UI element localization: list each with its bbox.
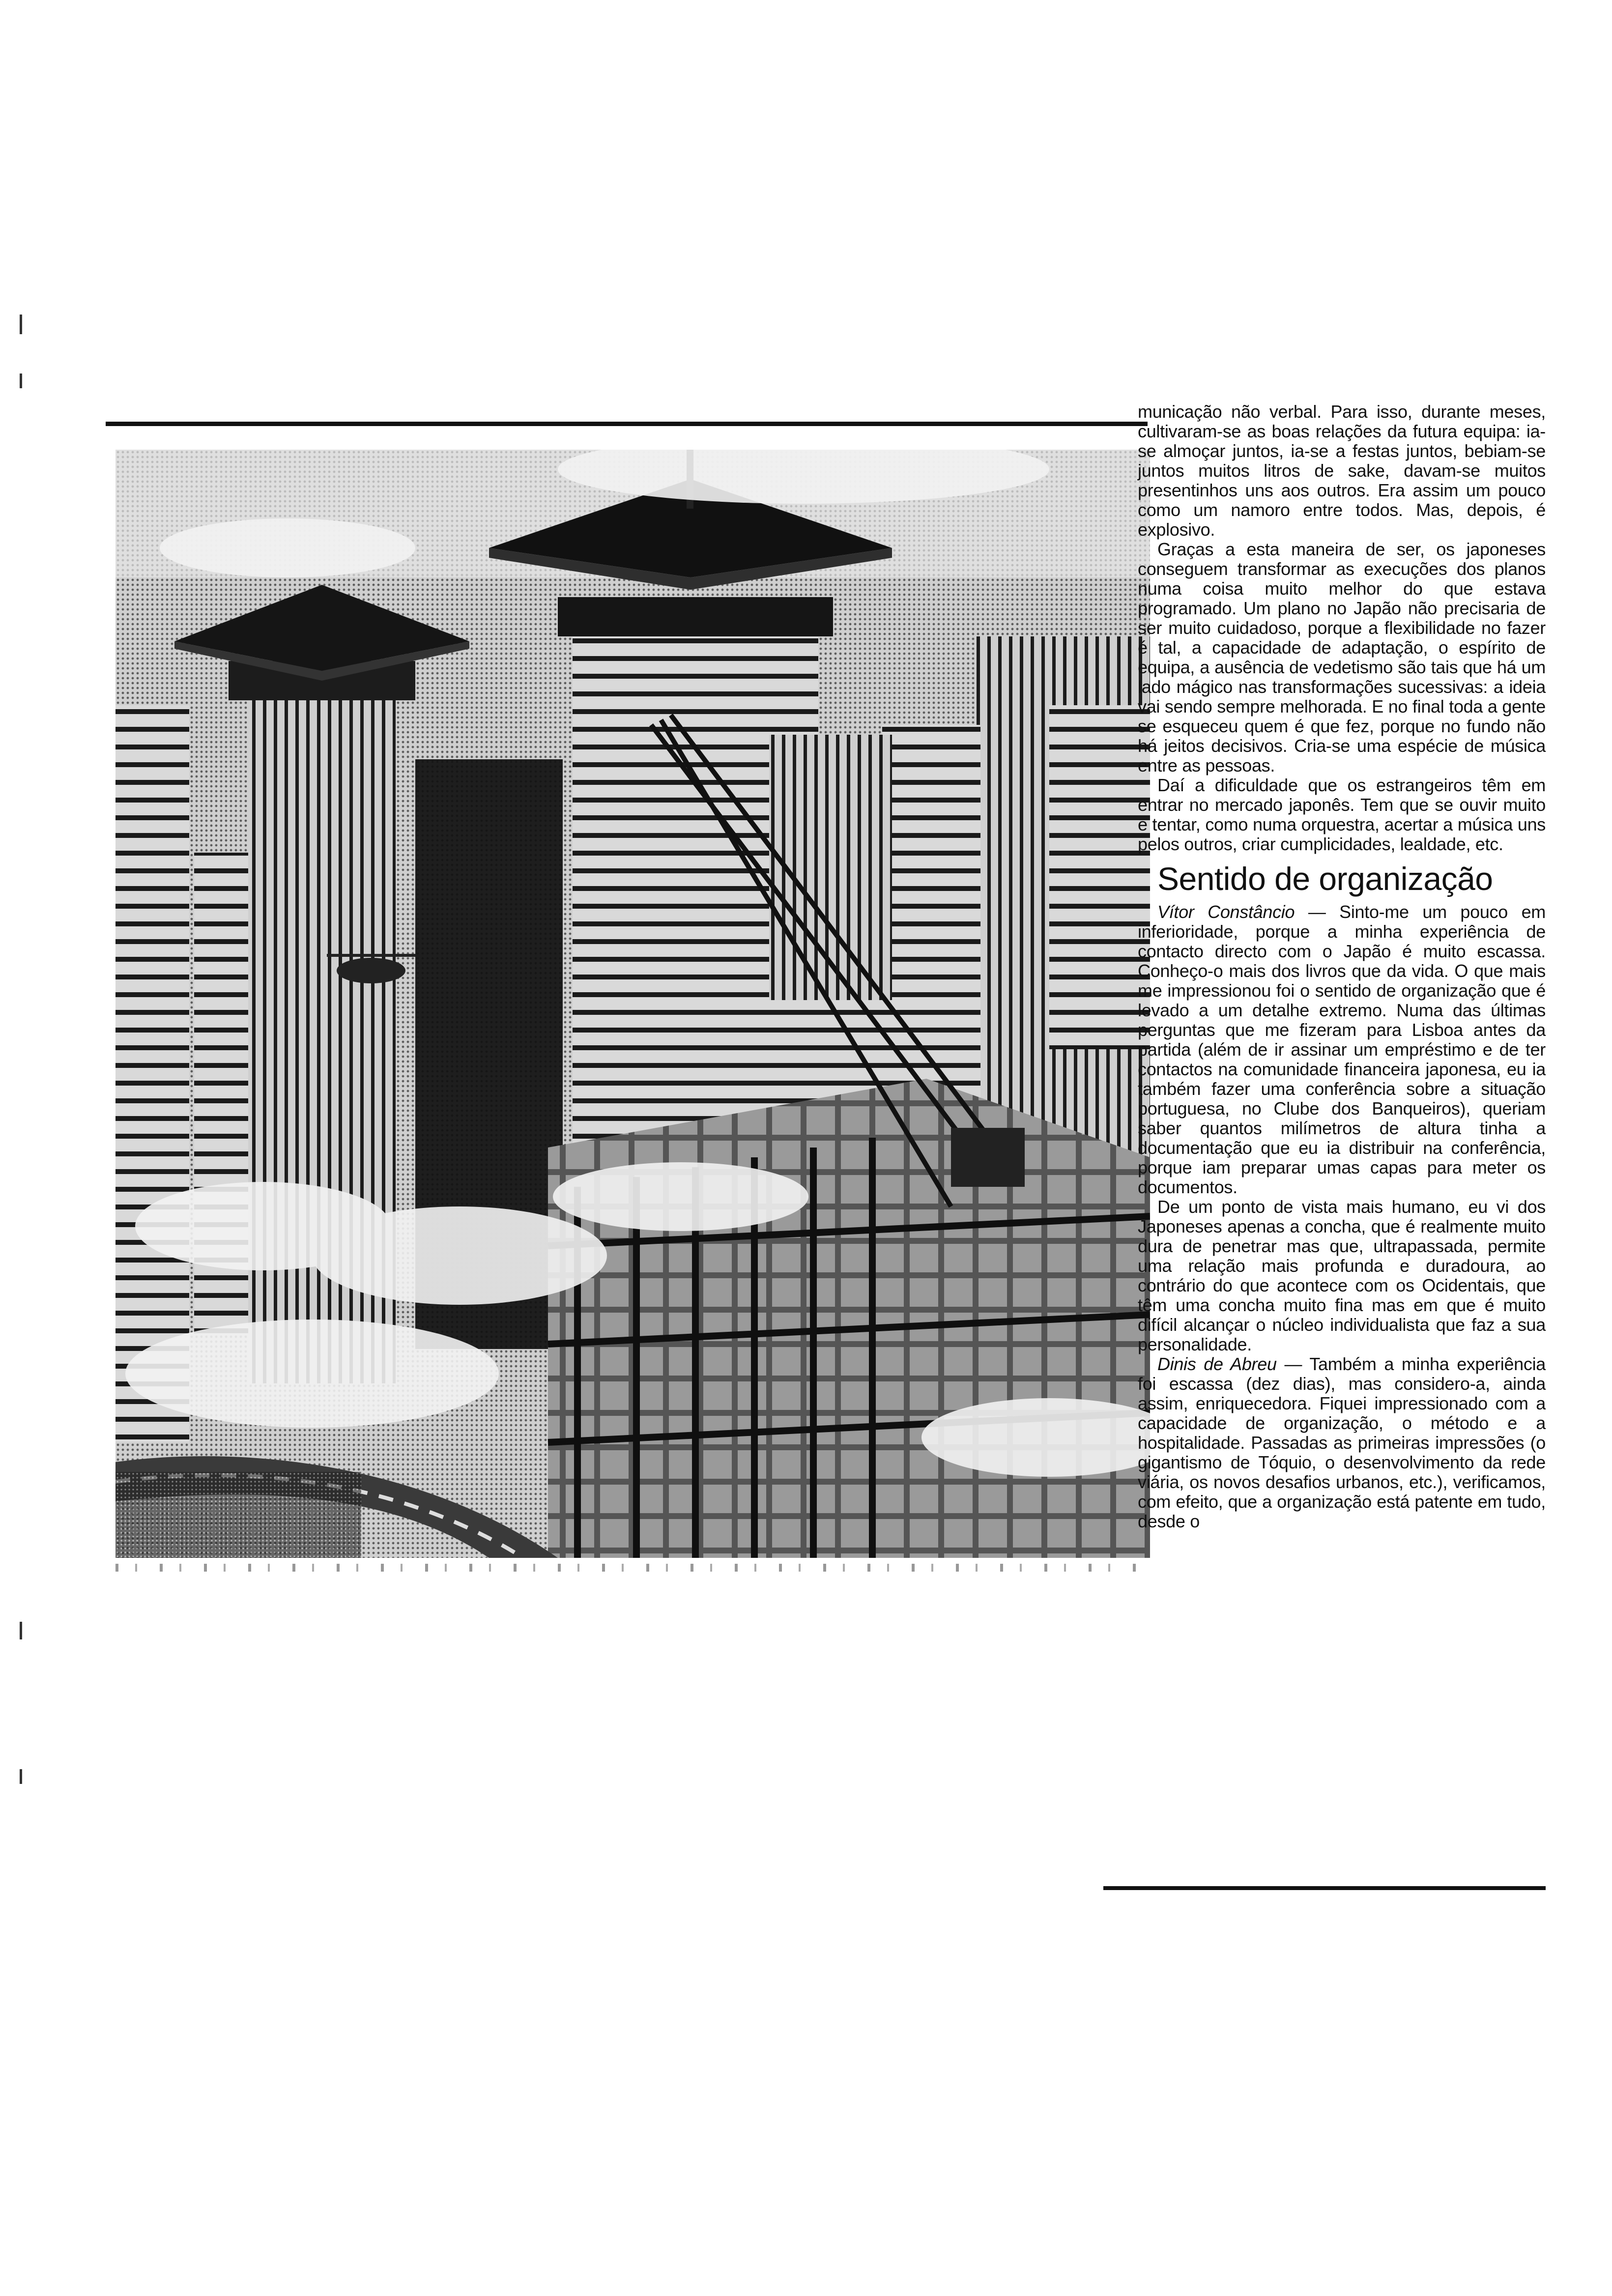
article-paragraph: Graças a esta maneira de ser, os japoneses conseguem transformar as execuções dos planos numa coisa muito melhor do que estava programado. Um plano no Japão não precisaria de ser muito cuidadoso, porque a flexibilidade no fazer é tal, a capacidade de adaptação, o espírito de equipa, a ausência de vedetismo são tais que há um lado mágico nas transformações sucessivas: a ideia vai sendo sempre melhorada. E no final toda a gente se esqueceu quem é que fez, porque no fundo não há jeitos decisivos. Cria-se uma espécie de música entre as pessoas. (1138, 539, 1546, 775)
article-photo (115, 450, 1150, 1558)
article-paragraph (1138, 1354, 1546, 1531)
speaker-name: Dinis de Abreu (1157, 1354, 1277, 1374)
bottom-rule (1103, 1886, 1546, 1890)
scan-margin-mark (20, 1769, 22, 1784)
photo-bottom-artifact (115, 1564, 1150, 1572)
article-column (1138, 402, 1546, 1531)
top-rule (106, 422, 1148, 426)
speaker-text: — Sinto-me um pouco em inferioridade, porque a minha experiência de contacto directo com o Japão é muito escassa. Conheço-o mais dos livros que da vida. O que mais me impressionou foi o sentido de organização que é levado a um detalhe extremo. Numa das últimas perguntas que me fizeram para Lisboa antes da partida (além de ir assinar um empréstimo e de ter contactos na comunidade financeira japonesa, eu ia também fazer uma conferência sobre a situação portuguesa, no Clube dos Banqueiros), queriam saber quantos milímetros de altura tinha a documentação que eu ia distribuir na conferência, porque iam preparar umas capas para meter os documentos. (1138, 902, 1546, 1197)
speaker-name: Vítor Constâncio (1157, 902, 1295, 922)
article-paragraph: De um ponto de vista mais humano, eu vi dos Japoneses apenas a concha, que é realmente muito dura de penetrar mas que, ultrapassada, permite uma relação mais profunda e duradoura, ao contrário do que acontece com os Ocidentais, que têm uma concha muito fina mas em que é muito difícil alcançar o núcleo individualista que faz a sua personalidade. (1138, 1197, 1546, 1354)
section-subheading: Sentido de organização (1157, 861, 1493, 897)
article-paragraph: Daí a dificuldade que os estrangeiros têm em entrar no mercado japonês. Tem que se ouvir muito e tentar, como numa orquestra, acertar a música uns pelos outros, criar cumplicidades, lealdade, etc. (1138, 775, 1546, 854)
article-paragraph (1138, 902, 1546, 1197)
scan-margin-mark (20, 373, 22, 388)
article-paragraph: municação não verbal. Para isso, durante meses, cultivaram-se as boas relações da futura equipa: ia-se almoçar juntos, ia-se a festas juntos, bebiam-se juntos muitos litros de sake, davam-se muitos presentinhos uns aos outros. Era assim um pouco como um namoro entre todos. Mas, depois, é explosivo. (1138, 402, 1546, 540)
scan-margin-mark (20, 1622, 22, 1639)
scan-margin-mark (20, 315, 22, 334)
speaker-text: — Também a minha experiência foi escassa (dez dias), mas considero-a, ainda assim, enriquecedora. Fiquei impressionado com a capacidade de organização, o método e a hospitalidade. Passadas as primeiras impressões (o gigantismo de Tóquio, o desenvolvimento da rede viária, os novos desafios urbanos, etc.), verificamos, com efeito, que a organização está patente em tudo, desde o (1138, 1354, 1546, 1531)
